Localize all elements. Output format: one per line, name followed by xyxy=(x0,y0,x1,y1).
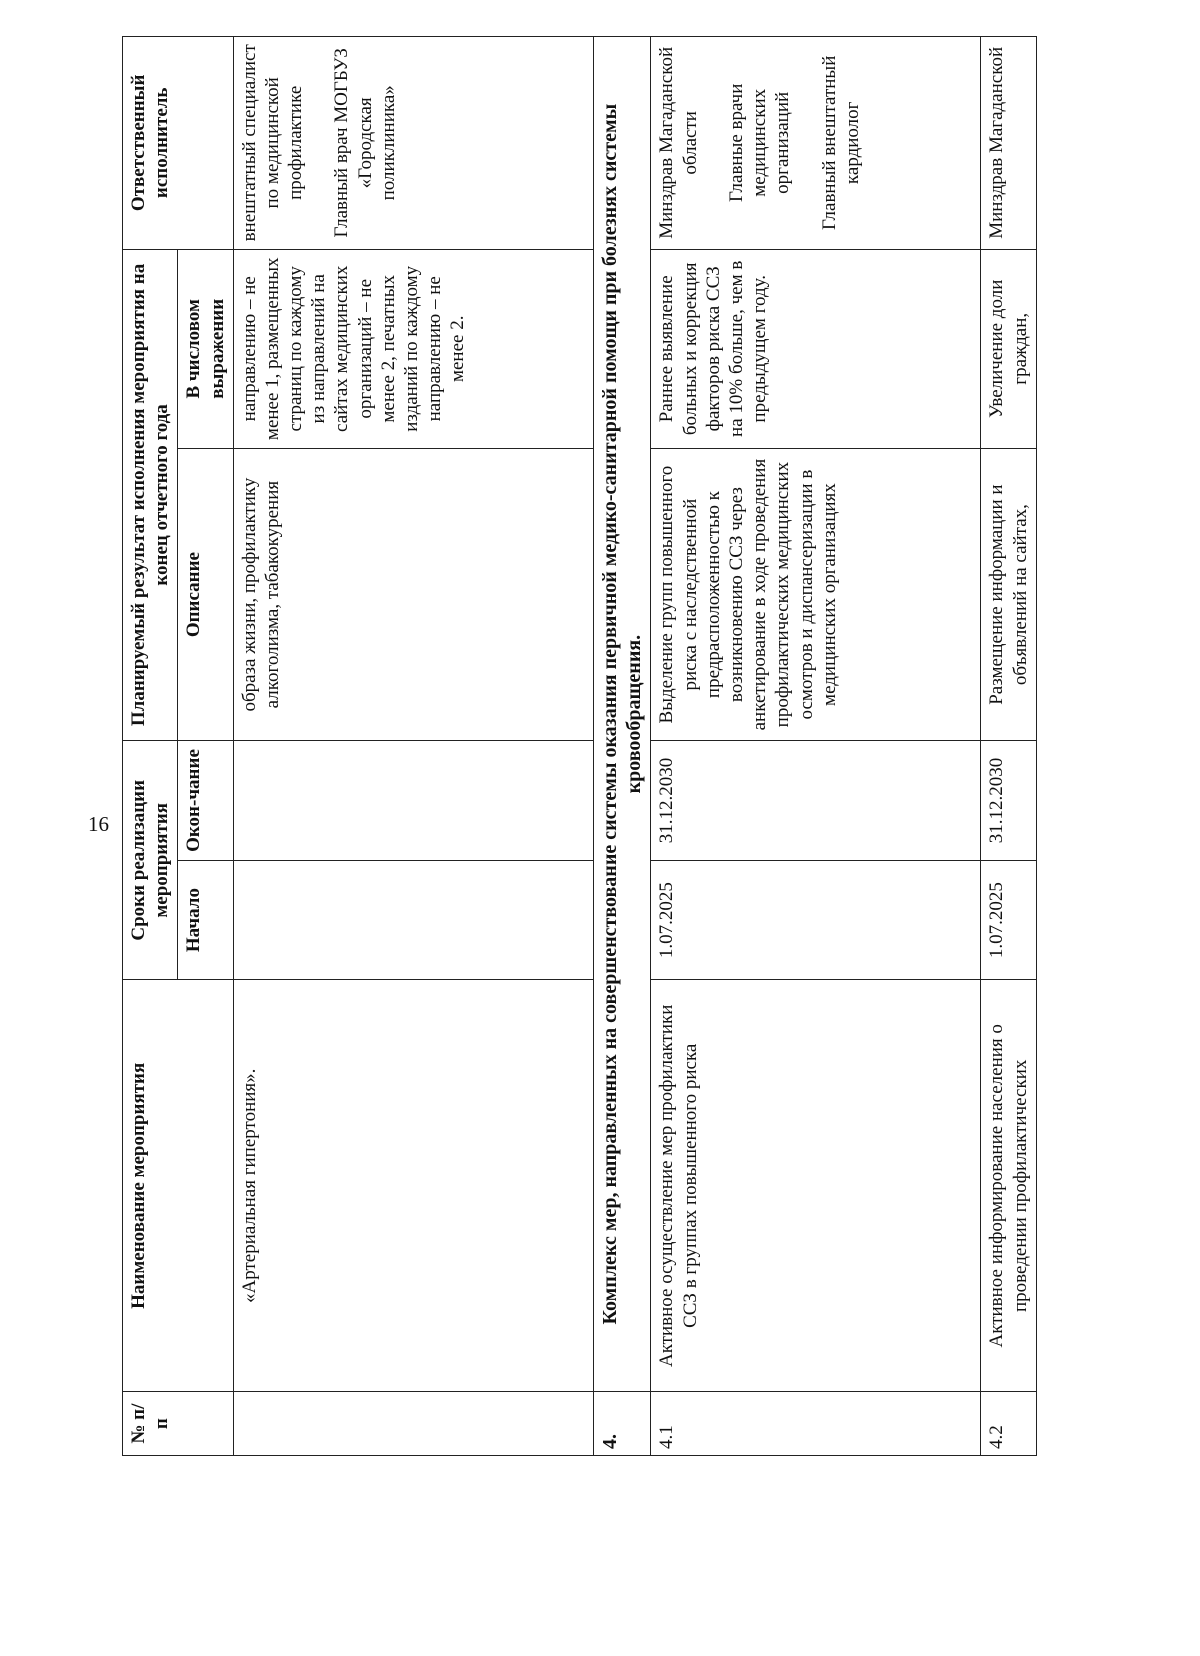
header-row-1 xyxy=(123,37,178,1456)
cell-num xyxy=(233,1392,593,1456)
header-result: Планируемый результат исполнения мероприятия на конец отчетного года xyxy=(123,249,178,741)
cell-end: 31.12.2030 xyxy=(651,741,981,861)
header-num: № п/п xyxy=(123,1392,234,1456)
cell-numeric: Раннее выявление больных и коррекция факторов риска ССЗ на 10% больше, чем в предыдущем году. xyxy=(651,249,981,448)
cell-numeric: Увеличение доли граждан, xyxy=(981,249,1036,448)
section-row xyxy=(593,37,651,1456)
cell-name: Активное информирование населения о проведении профилактических xyxy=(981,980,1036,1392)
header-end: Окон-чание xyxy=(178,741,233,861)
cell-resp: Минздрав Магаданской области Главные врачи медицинских организаций Главный внештатный кардиолог xyxy=(651,37,981,250)
header-desc: Описание xyxy=(178,448,233,740)
section-title: Комплекс мер, направленных на совершенствование системы оказания первичной медико-санитарной помощи при болезнях системы кровообращения. xyxy=(593,37,651,1392)
header-resp: Ответственный исполнитель xyxy=(123,37,234,250)
header-start: Начало xyxy=(178,860,233,980)
table-row xyxy=(981,37,1036,1456)
section-num: 4. xyxy=(593,1392,651,1456)
cell-name: Активное осуществление мер профилактики ССЗ в группах повышенного риска xyxy=(651,980,981,1392)
cell-resp: внештатный специалист по медицинской профилактике Главный врач МОГБУЗ «Городская поликлиника» xyxy=(233,37,593,250)
cell-desc: Размещение информации и объявлений на сайтах, xyxy=(981,448,1036,740)
cell-num: 4.2 xyxy=(981,1392,1036,1456)
cell-desc: Выделение групп повышенного риска с наследственной предрасположенностью к возникновению ССЗ через анкетирование в ходе проведения профилактических медицинских осмотров и диспансеризации в медицинских организациях xyxy=(651,448,981,740)
page-number: 16 xyxy=(88,812,109,836)
header-terms: Сроки реализации мероприятия xyxy=(123,741,178,980)
cell-resp: Минздрав Магаданской xyxy=(981,37,1036,250)
rotated-table-container xyxy=(0,44,1067,1656)
cell-name: «Артериальная гипертония». xyxy=(233,980,593,1392)
cell-start: 1.07.2025 xyxy=(651,860,981,980)
cell-start: 1.07.2025 xyxy=(981,860,1036,980)
measures-table xyxy=(122,36,1037,1456)
cell-end: 31.12.2030 xyxy=(981,741,1036,861)
cell-start xyxy=(233,860,593,980)
header-name: Наименование мероприятия xyxy=(123,980,234,1392)
cell-numeric: направлению – не менее 1, размещенных страниц по каждому из направлений на сайтах медицинских организаций – не менее 2, печатных изданий по каждому направлению – не менее 2. xyxy=(233,249,593,448)
header-numeric: В числовом выражении xyxy=(178,249,233,448)
table-row xyxy=(651,37,981,1456)
cell-end xyxy=(233,741,593,861)
table-row xyxy=(233,37,593,1456)
cell-desc: образа жизни, профилактику алкоголизма, табакокурения xyxy=(233,448,593,740)
cell-num: 4.1 xyxy=(651,1392,981,1456)
